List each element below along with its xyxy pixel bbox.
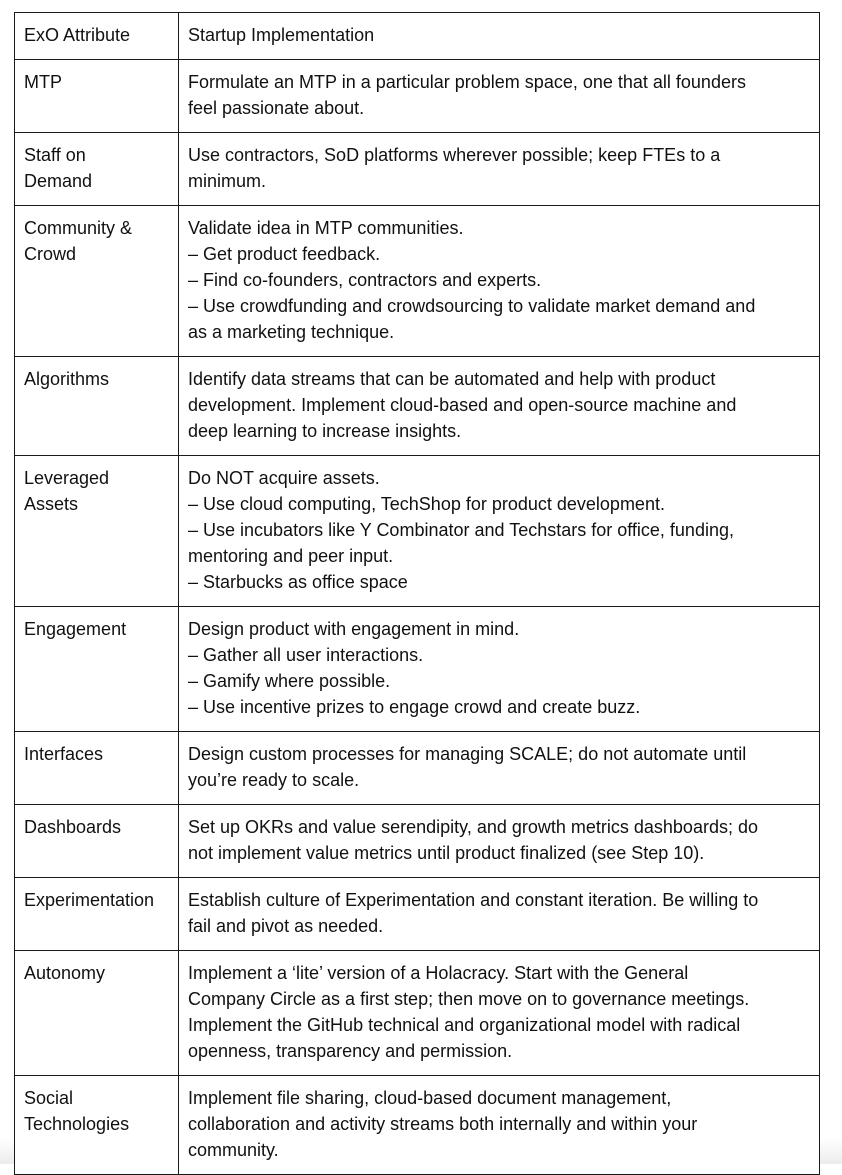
attribute-cell	[15, 1076, 179, 1175]
implementation-text: – Use cloud computing, TechShop for product development.	[188, 494, 665, 514]
implementation-text: as a marketing technique.	[188, 322, 395, 342]
table-row	[15, 456, 820, 607]
header-text: ExO Attribute	[24, 25, 131, 45]
attribute-cell	[15, 357, 179, 456]
implementation-text: openness, transparency and permission.	[188, 1041, 513, 1061]
implementation-text: Implement the GitHub technical and organizational model with radical	[188, 1015, 741, 1035]
table-row	[15, 878, 820, 951]
table-header-row	[15, 13, 820, 60]
header-text: Startup Implementation	[188, 25, 375, 45]
implementation-text: – Starbucks as office space	[188, 572, 408, 592]
implementation-text: Do NOT acquire assets.	[188, 468, 380, 488]
implementation-cell	[179, 805, 820, 878]
header-cell-attribute	[15, 13, 179, 60]
implementation-text: – Find co-founders, contractors and experts.	[188, 270, 542, 290]
attribute-text: Community &	[24, 218, 133, 238]
implementation-text: Implement a ‘lite’ version of a Holacracy. Start with the General	[188, 963, 689, 983]
table-row	[15, 357, 820, 456]
implementation-text: not implement value metrics until product finalized (see Step 10).	[188, 843, 705, 863]
table-row	[15, 805, 820, 878]
implementation-text: Use contractors, SoD platforms wherever possible; keep FTEs to a	[188, 145, 721, 165]
implementation-text: – Get product feedback.	[188, 244, 381, 264]
attribute-cell	[15, 206, 179, 357]
implementation-text: you’re ready to scale.	[188, 770, 360, 790]
implementation-text: – Use incubators like Y Combinator and Techstars for office, funding,	[188, 520, 734, 540]
table-row	[15, 1076, 820, 1175]
attribute-text: Interfaces	[24, 744, 104, 764]
table-row	[15, 732, 820, 805]
attribute-text: Assets	[24, 494, 79, 514]
implementation-cell	[179, 206, 820, 357]
implementation-text: Design custom processes for managing SCALE; do not automate until	[188, 744, 747, 764]
implementation-text: Validate idea in MTP communities.	[188, 218, 464, 238]
attribute-cell	[15, 607, 179, 732]
implementation-text: development. Implement cloud-based and open-source machine and	[188, 395, 737, 415]
implementation-text: Establish culture of Experimentation and constant iteration. Be willing to	[188, 890, 759, 910]
attribute-cell	[15, 732, 179, 805]
attribute-cell	[15, 951, 179, 1076]
implementation-text: Design product with engagement in mind.	[188, 619, 520, 639]
implementation-text: – Gather all user interactions.	[188, 645, 424, 665]
implementation-text: Formulate an MTP in a particular problem space, one that all founders	[188, 72, 746, 92]
implementation-text: mentoring and peer input.	[188, 546, 394, 566]
attribute-text: Technologies	[24, 1114, 130, 1134]
implementation-text: Set up OKRs and value serendipity, and growth metrics dashboards; do	[188, 817, 758, 837]
table-row	[15, 60, 820, 133]
implementation-text: Identify data streams that can be automated and help with product	[188, 369, 716, 389]
implementation-text: collaboration and activity streams both internally and within your	[188, 1114, 698, 1134]
attribute-text: Leveraged	[24, 468, 110, 488]
exo-startup-table	[14, 12, 820, 1175]
implementation-text: deep learning to increase insights.	[188, 421, 462, 441]
attribute-text: Dashboards	[24, 817, 122, 837]
implementation-text: – Use incentive prizes to engage crowd and create buzz.	[188, 697, 641, 717]
table-row	[15, 951, 820, 1076]
attribute-cell	[15, 60, 179, 133]
implementation-text: feel passionate about.	[188, 98, 365, 118]
table-row	[15, 206, 820, 357]
implementation-cell	[179, 357, 820, 456]
implementation-text: Company Circle as a first step; then move on to governance meetings.	[188, 989, 750, 1009]
implementation-text: minimum.	[188, 171, 267, 191]
implementation-cell	[179, 456, 820, 607]
attribute-text: Social	[24, 1088, 74, 1108]
implementation-text: – Use crowdfunding and crowdsourcing to validate market demand and	[188, 296, 756, 316]
implementation-cell	[179, 133, 820, 206]
implementation-text: Implement file sharing, cloud-based document management,	[188, 1088, 672, 1108]
attribute-text: Staff on	[24, 145, 86, 165]
attribute-text: Crowd	[24, 244, 77, 264]
implementation-text: fail and pivot as needed.	[188, 916, 384, 936]
attribute-text: MTP	[24, 72, 62, 92]
attribute-cell	[15, 133, 179, 206]
table-row	[15, 607, 820, 732]
implementation-cell	[179, 878, 820, 951]
implementation-cell	[179, 607, 820, 732]
attribute-cell	[15, 456, 179, 607]
implementation-cell	[179, 951, 820, 1076]
attribute-cell	[15, 878, 179, 951]
attribute-text: Experimentation	[24, 890, 155, 910]
header-cell-implementation	[179, 13, 820, 60]
table-row	[15, 133, 820, 206]
implementation-text: – Gamify where possible.	[188, 671, 391, 691]
implementation-cell	[179, 60, 820, 133]
attribute-text: Autonomy	[24, 963, 106, 983]
implementation-cell	[179, 732, 820, 805]
implementation-cell	[179, 1076, 820, 1175]
attribute-text: Demand	[24, 171, 93, 191]
table-body	[15, 13, 820, 1175]
attribute-text: Algorithms	[24, 369, 110, 389]
attribute-text: Engagement	[24, 619, 127, 639]
implementation-text: community.	[188, 1140, 279, 1160]
attribute-cell	[15, 805, 179, 878]
